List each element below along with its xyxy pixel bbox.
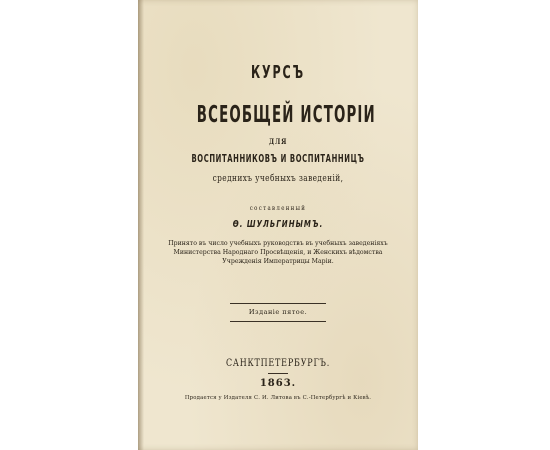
for-word: ДЛЯ	[268, 137, 288, 146]
year-line: 1863.	[259, 378, 297, 389]
author-name: Ѳ. ШУЛЬГИНЫМЪ.	[232, 219, 324, 230]
approval-paragraph: Принято въ число учебныхъ руководствъ въ учебныхъ заведеніяхъ Министерства Народнаго Просвѣщенія, и Женскихъ вѣдомства Учрежденія Императрицы Маріи.	[168, 240, 388, 265]
publisher-line: Продается у Издателя С. И. Литова въ С.-Петербургѣ и Кіевѣ.	[184, 395, 372, 401]
title-page	[138, 0, 418, 450]
edition-rule-top	[230, 303, 326, 304]
course-word: КУРСЪ	[251, 62, 305, 83]
main-title: ВСЕОБЩЕЙ ИСТОРІИ	[196, 102, 376, 128]
audience-line: ВОСПИТАННИКОВЪ И ВОСПИТАННИЦЪ	[191, 152, 365, 165]
edition-rule-bottom	[230, 321, 326, 322]
edition-line: Изданіе пятое.	[248, 308, 308, 316]
year-rule	[268, 373, 288, 374]
compiled-by-line: составленный	[249, 205, 307, 212]
city-line: САНКТПЕТЕРБУРГЪ.	[225, 358, 331, 369]
institutions-line: среднихъ учебныхъ заведеній,	[212, 174, 344, 184]
